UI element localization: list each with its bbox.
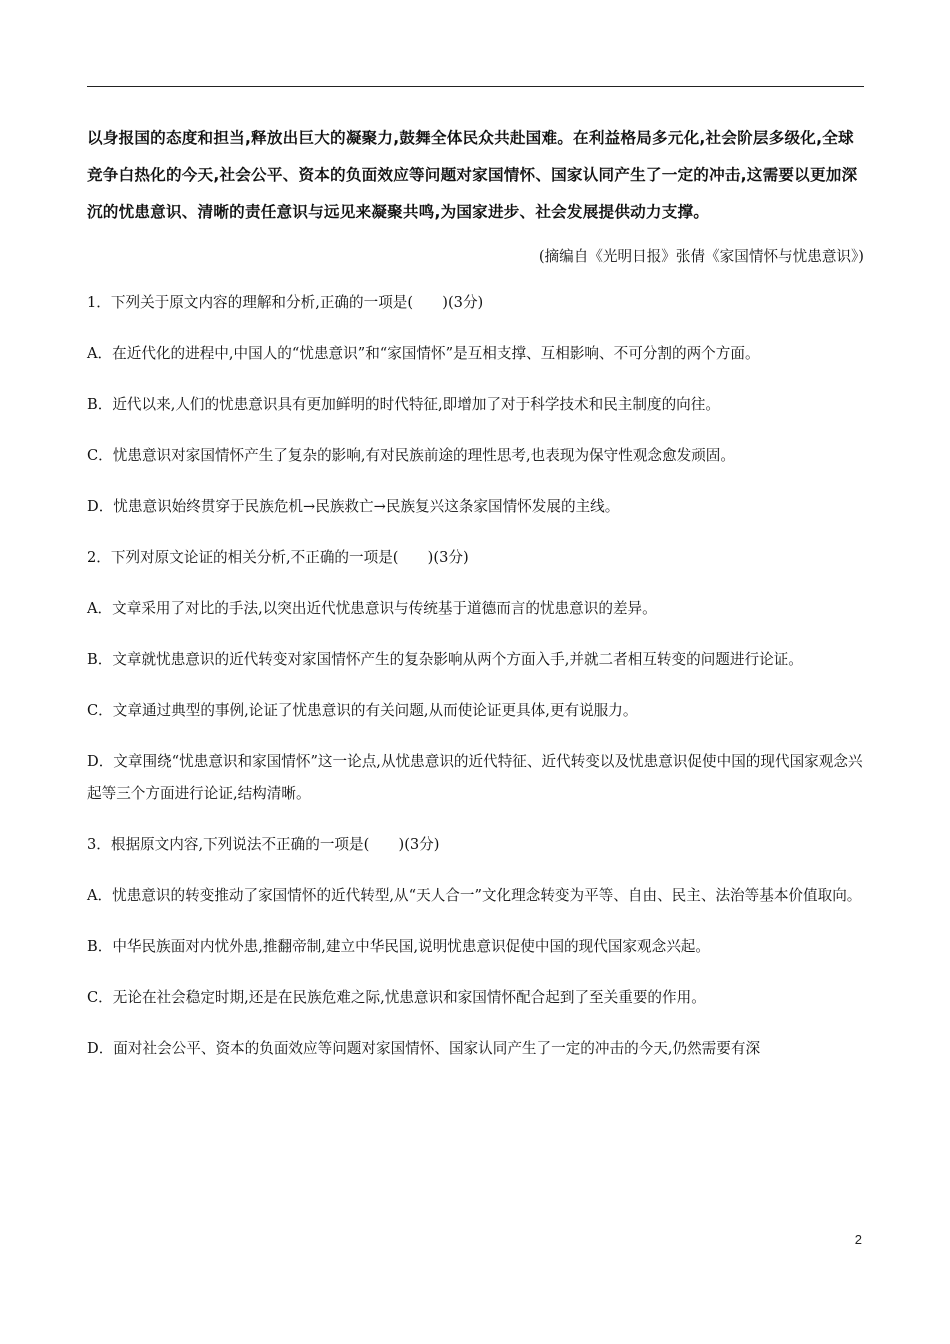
question-1-option-d: D．忧患意识始终贯穿于民族危机→民族救亡→民族复兴这条家国情怀发展的主线。 — [87, 498, 620, 515]
question-3-option-b: B．中华民族面对内忧外患,推翻帝制,建立中华民国,说明忧患意识促使中国的现代国家观念兴起。 — [87, 938, 710, 955]
question-3-stem: 3．根据原文内容,下列说法不正确的一项是( )(3分) — [87, 836, 440, 853]
question-2-option-c: C．文章通过典型的事例,论证了忧患意识的有关问题,从而使论证更具体,更有说服力。 — [87, 702, 638, 719]
question-1-option-b: B．近代以来,人们的忧患意识具有更加鲜明的时代特征,即增加了对于科学技术和民主制度的向往。 — [87, 396, 720, 413]
question-1-option-c: C．忧患意识对家国情怀产生了复杂的影响,有对民族前途的理性思考,也表现为保守性观念愈发顽固。 — [87, 447, 735, 464]
question-2-stem: 2．下列对原文论证的相关分析,不正确的一项是( )(3分) — [87, 549, 469, 566]
question-3-option-d: D．面对社会公平、资本的负面效应等问题对家国情怀、国家认同产生了一定的冲击的今天,仍然需要有深 — [87, 1040, 761, 1057]
question-1-option-a: A．在近代化的进程中,中国人的“忧患意识”和“家国情怀”是互相支撑、互相影响、不可分割的两个方面。 — [87, 345, 760, 362]
question-2-option-b: B．文章就忧患意识的近代转变对家国情怀产生的复杂影响从两个方面入手,并就二者相互转变的问题进行论证。 — [87, 651, 803, 668]
passage-source: (摘编自《光明日报》张倩《家国情怀与忧患意识》) — [538, 248, 864, 265]
question-2-option-a: A．文章采用了对比的手法,以突出近代忧患意识与传统基于道德而言的忧患意识的差异。 — [87, 600, 657, 617]
passage-paragraph: 以身报国的态度和担当,释放出巨大的凝聚力,鼓舞全体民众共赴国难。在利益格局多元化,社会阶层多级化,全球竞争白热化的今天,社会公平、资本的负面效应等问题对家国情怀、国家认同产生了一定的冲击,这需要以更加深沉的忧患意识、清晰的责任意识与远见来凝聚共鸣,为国家进步、社会发展提供动力支撑。 — [87, 129, 858, 221]
question-3-option-a: A．忧患意识的转变推动了家国情怀的近代转型,从“天人合一”文化理念转变为平等、自由、民主、法治等基本价值取向。 — [87, 887, 862, 904]
header-rule — [87, 86, 864, 87]
question-1-stem: 1．下列关于原文内容的理解和分析,正确的一项是( )(3分) — [87, 294, 484, 311]
question-2-option-d: D．文章围绕“忧患意识和家国情怀”这一论点,从忧患意识的近代特征、近代转变以及忧患意识促使中国的现代国家观念兴起等三个方面进行论证,结构清晰。 — [87, 753, 863, 802]
page-content — [87, 120, 864, 1084]
page-number: 2 — [854, 1232, 862, 1247]
question-3-option-c: C．无论在社会稳定时期,还是在民族危难之际,忧患意识和家国情怀配合起到了至关重要的作用。 — [87, 989, 706, 1006]
